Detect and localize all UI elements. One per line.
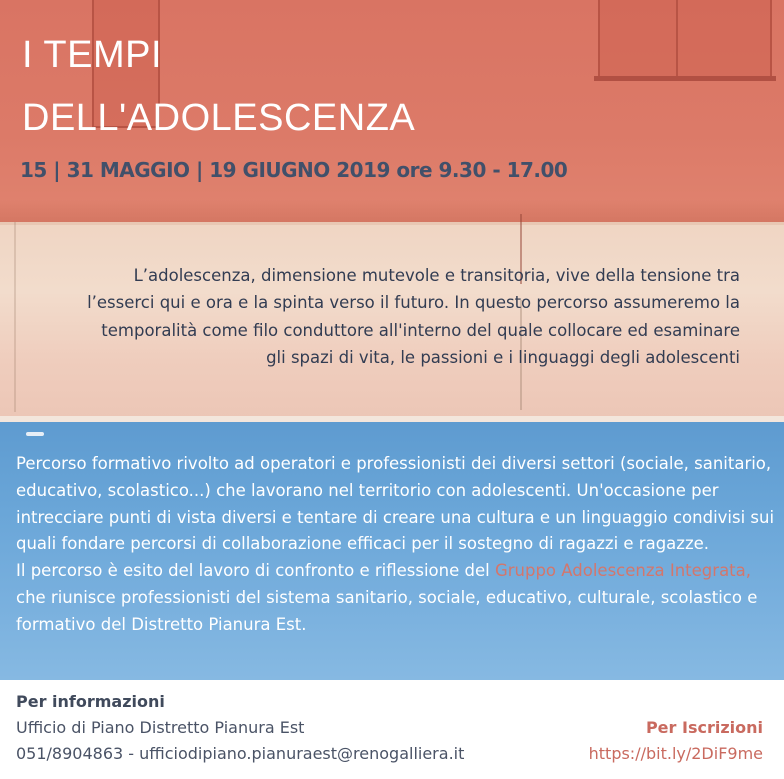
registration-link[interactable]: https://bit.ly/2DiF9me xyxy=(588,744,763,763)
wall-crack xyxy=(14,222,16,412)
window-shutter xyxy=(598,0,772,78)
wall-fixture xyxy=(26,432,44,436)
paragraph-2-end: che riunisce professionisti del sistema sanitario, sociale, educativo, culturale, scolastico e formativo del Distretto Pianura Est. xyxy=(16,587,758,634)
description xyxy=(16,451,778,639)
registration-heading: Per Iscrizioni xyxy=(645,718,763,737)
info-heading: Per informazioni xyxy=(16,692,165,711)
group-link[interactable]: Gruppo Adolescenza Integrata, xyxy=(494,561,752,581)
description-paragraph-2 xyxy=(16,558,778,638)
intro-text: L’adolescenza, dimensione mutevole e transitoria, vive della tensione tra l’esserci qui e ora e la spinta verso il futuro. In questo percorso assumeremo la temporalità come filo conduttore all'interno del quale collocare ed esaminare gli spazi di vita, le passioni e i linguaggi degli adolescenti xyxy=(87,266,740,368)
wall-ledge xyxy=(0,222,784,225)
title-line-1: I TEMPI xyxy=(22,34,163,76)
wall-shadow xyxy=(0,200,784,222)
description-paragraph-1: Percorso formativo rivolto ad operatori e professionisti dei diversi settori (sociale, sanitario, educativo, scolastico...) che lavorano nel territorio con adolescenti. Un'occasione per intrecciare punti di vista diversi e tentare di creare una cultura e un linguaggio condivisi sui quali fondare percorsi di collaborazione efficaci per il sostegno di ragazzi e ragazze. xyxy=(16,454,775,554)
event-dates: 15 | 31 MAGGIO | 19 GIUGNO 2019 ore 9.30 - 17.00 xyxy=(20,158,568,182)
paragraph-2-start: Il percorso è esito del lavoro di confronto e riflessione del xyxy=(16,561,495,581)
office-name: Ufficio di Piano Distretto Pianura Est xyxy=(16,718,305,737)
contact-details[interactable]: 051/8904863 - ufficiodipiano.pianuraest@renogalliera.it xyxy=(16,744,465,763)
title-line-2: DELL'ADOLESCENZA xyxy=(22,97,416,139)
window-sill xyxy=(594,76,776,81)
